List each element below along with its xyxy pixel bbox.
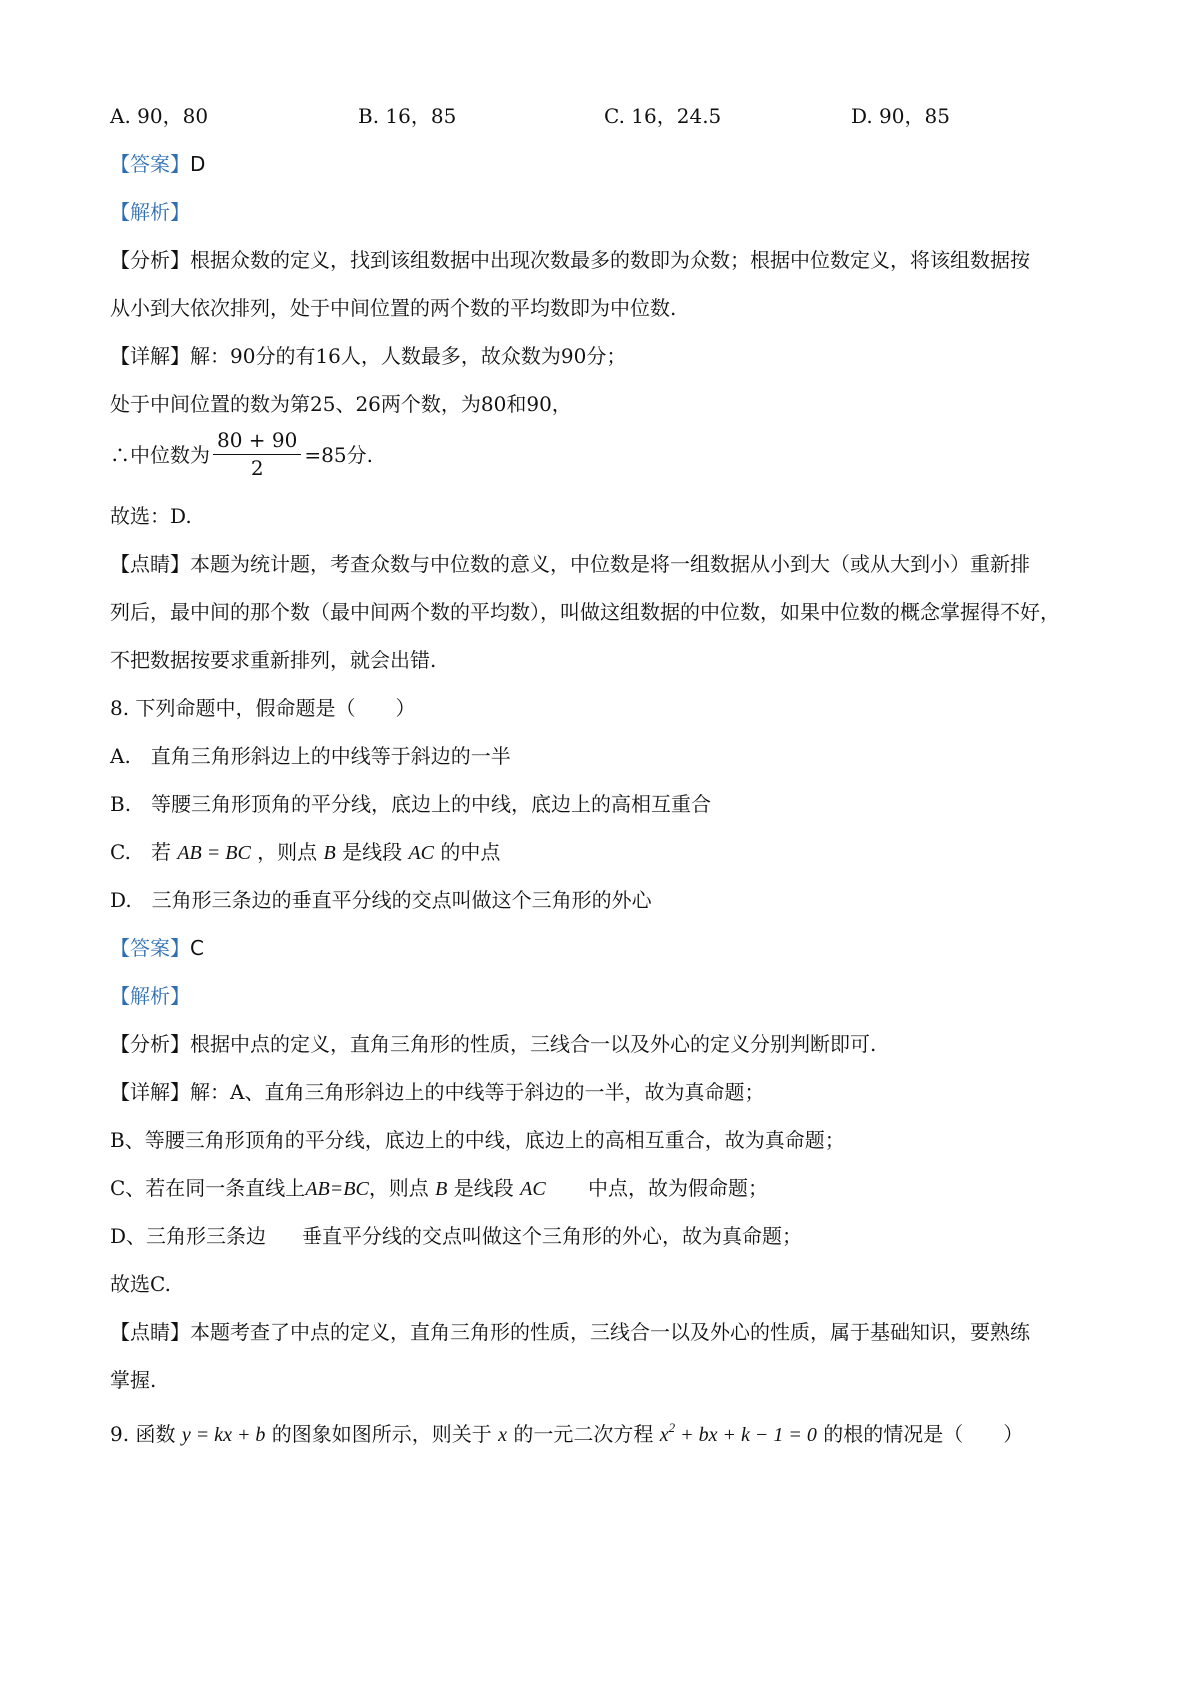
q9-text-1: 函数: [135, 1422, 176, 1446]
q9-text-3: 的一元二次方程: [513, 1422, 654, 1446]
dianjing-tag: 【点睛】: [110, 1320, 190, 1344]
q9-eq-x: x: [659, 1424, 669, 1446]
xiangjie-tag: 【详解】: [110, 344, 190, 368]
q8-option-c: [110, 838, 500, 867]
q8-xiangjie-line-a: [110, 1078, 764, 1106]
q8-option-c-equation: AB = BC: [177, 842, 251, 864]
q7-xiangjie-line-2: 处于中间位置的数为第25、26两个数，为80和90，: [110, 392, 572, 416]
q8-option-c-end: 的中点: [440, 840, 501, 864]
q7-option-d: D. 90，85: [851, 104, 950, 128]
q7-answer-value: D: [190, 152, 206, 176]
median-prefix: ∴中位数为: [110, 443, 210, 467]
q8-xiangjie-line-c: [110, 1174, 768, 1203]
q7-dianjing-line-1: [110, 550, 1030, 578]
q8-dianjing-line-2: 掌握.: [110, 1368, 157, 1392]
q8-option-c-mid: ，则点: [257, 840, 318, 864]
q8-xiangjie-d-end: 垂直平分线的交点叫做这个三角形的外心，故为真命题；: [302, 1224, 803, 1248]
xiangjie-tag: 【详解】: [110, 1080, 190, 1104]
q8-xiangjie-c-segment: AC: [520, 1178, 546, 1200]
q8-option-b: B. 等腰三角形顶角的平分线，底边上的中线，底边上的高相互重合: [110, 792, 712, 816]
q8-dianjing-text-1: 本题考查了中点的定义，直角三角形的性质，三线合一以及外心的性质，属于基础知识，要熟练: [190, 1320, 1030, 1344]
q9-variable-x: x: [498, 1424, 508, 1446]
q8-xiangjie-d-prefix: D、三角形三条边: [110, 1224, 267, 1248]
analysis-tag: 【解析】: [110, 200, 190, 224]
q8-option-c-point-b: B: [323, 842, 336, 864]
q7-median-line: [110, 430, 373, 483]
q8-xiangjie-c-point-b: B: [435, 1178, 448, 1200]
q8-xiangjie-text-a: 解：A、直角三角形斜边上的中线等于斜边的一半，故为真命题；: [190, 1080, 765, 1104]
q8-xiangjie-c-equation: AB=BC: [305, 1178, 369, 1200]
q8-option-d: D. 三角形三条边的垂直平分线的交点叫做这个三角形的外心: [110, 888, 652, 912]
q7-option-a: A. 90，80: [110, 104, 209, 128]
q8-xiangjie-c-prefix: C、若在同一条直线上: [110, 1176, 306, 1200]
answer-tag: 【答案】: [110, 936, 190, 960]
q7-answer-line: [110, 150, 205, 178]
q9-eq-exponent: 2: [668, 1420, 676, 1435]
q8-option-c-segment: AC: [408, 842, 435, 864]
fenxi-tag: 【分析】: [110, 1032, 190, 1056]
median-suffix: =85分.: [304, 443, 373, 467]
q9-eq-rest: + bx + k − 1 = 0: [680, 1424, 817, 1446]
q8-dianjing-line-1: [110, 1318, 1030, 1346]
q7-xiangjie-line-1: [110, 342, 626, 370]
q8-fenxi-text: 根据中点的定义，直角三角形的性质，三线合一以及外心的定义分别判断即可.: [190, 1032, 877, 1056]
q9-text-4: 的根的情况是（ ）: [823, 1422, 1024, 1446]
fraction-denominator: 2: [250, 456, 264, 480]
q7-fenxi-line-2: 从小到大依次排列，处于中间位置的两个数的平均数即为中位数.: [110, 296, 677, 320]
q9-equation: [659, 1420, 817, 1446]
q7-analysis-heading: [110, 198, 190, 226]
q8-option-c-mid2: 是线段: [342, 840, 403, 864]
q7-dianjing-text-1: 本题为统计题，考查众数与中位数的意义，中位数是将一组数据从小到大（或从大到小）重新排: [190, 552, 1030, 576]
q8-option-c-prefix: C. 若: [110, 840, 171, 864]
analysis-tag: 【解析】: [110, 984, 190, 1008]
q7-fenxi-line-1: [110, 246, 1030, 274]
q8-option-a: A. 直角三角形斜边上的中线等于斜边的一半: [110, 744, 511, 768]
q8-choose-line: 故选C.: [110, 1272, 171, 1296]
q9-function: y = kx + b: [181, 1424, 266, 1446]
q8-xiangjie-line-b: B、等腰三角形顶角的平分线，底边上的中线，底边上的高相互重合，故为真命题；: [110, 1128, 845, 1152]
q8-xiangjie-c-end: 中点，故为假命题；: [588, 1176, 769, 1200]
q7-choose-line: 故选：D.: [110, 504, 192, 528]
q7-dianjing-line-2: 列后，最中间的那个数（最中间两个数的平均数），叫做这组数据的中位数，如果中位数的概念掌握得不好，: [110, 600, 1060, 624]
q8-xiangjie-line-d: [110, 1222, 802, 1250]
q8-xiangjie-c-mid2: 是线段: [453, 1176, 514, 1200]
q7-dianjing-line-3: 不把数据按要求重新排列，就会出错.: [110, 648, 437, 672]
q8-answer-line: [110, 934, 204, 962]
q7-fenxi-text-1: 根据众数的定义，找到该组数据中出现次数最多的数即为众数；根据中位数定义，将该组数据按: [190, 248, 1030, 272]
dianjing-tag: 【点睛】: [110, 552, 190, 576]
q7-xiangjie-text-1: 解：90分的有16人，人数最多，故众数为90分；: [190, 344, 627, 368]
q8-xiangjie-c-mid: ，则点: [368, 1176, 429, 1200]
q9-text-2: 的图象如图所示，则关于: [271, 1422, 492, 1446]
fraction-numerator: 80 + 90: [213, 428, 301, 455]
q9-stem: [110, 1414, 1023, 1449]
q8-stem: 8. 下列命题中，假命题是（ ）: [110, 696, 416, 720]
q9-number: 9.: [110, 1422, 130, 1446]
q7-option-c: C. 16，24.5: [604, 104, 722, 128]
q8-analysis-heading: [110, 982, 190, 1010]
median-fraction: [213, 428, 301, 481]
answer-tag: 【答案】: [110, 152, 190, 176]
fenxi-tag: 【分析】: [110, 248, 190, 272]
q8-fenxi-line: [110, 1030, 876, 1058]
q7-option-b: B. 16，85: [358, 104, 457, 128]
q8-answer-value: C: [190, 936, 204, 960]
